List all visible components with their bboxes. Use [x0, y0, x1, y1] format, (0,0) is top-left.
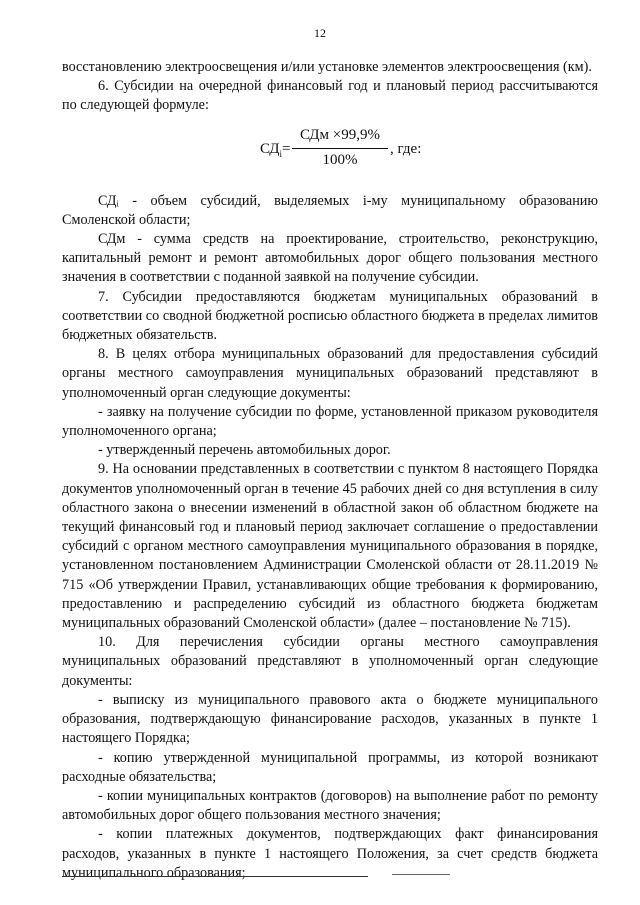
list-item-program-copy: - копию утвержденной муниципальной программы, из которой возникают расходные обязательства; [62, 749, 598, 785]
list-item-budget-extract: - выписку из муниципального правового акта о бюджете муниципального образования, подтверждающую финансирование расходов, указанных в пункте 1 настоящего Порядка; [62, 691, 598, 747]
paragraph-item-9: 9. На основании представленных в соответствии с пунктом 8 настоящего Порядка документов уполномоченный орган в течение 45 рабочих дней со дня вступления в силу областного закона о внесении изменений в областной закон об областном бюджете на текущий финансовый год и плановый период заключает соглашение о предоставлении субсидий с органом местного самоуправления муниципального образования в порядке, установленном постановлением Администрации Смоленской области от 28.11.2019 № 715 «Об утверждении Правил, устанавливающих общие требования к формированию, предоставлению и распределению субсидий из областного бюджета бюджетам муниципальных образований Смоленской области» (далее – постановление № 715). [62, 461, 598, 632]
paragraph-item-6: 6. Субсидии на очередной финансовый год и плановый период рассчитываются по следующей формуле: [62, 78, 598, 114]
definition-sdm: СДм - сумма средств на проектирование, строительство, реконструкцию, капитальный ремонт и ремонт автомобильных дорог общего пользования местного значения в соответствии с поданной заявкой на получение субсидии. [62, 231, 598, 286]
definition-sdi: СДᵢ - объем субсидий, выделяемых i-му муниципальному образованию Смоленской области; [62, 192, 598, 228]
page-number: 12 [314, 26, 326, 40]
document-body [62, 58, 598, 883]
list-item-road-list: - утвержденный перечень автомобильных дорог. [98, 442, 391, 459]
footer-rule [62, 876, 368, 877]
paragraph-item-7: 7. Субсидии предоставляются бюджетам муниципальных образований в соответствии со сводной бюджетной росписью областного бюджета в пределах лимитов бюджетных обязательств. [62, 288, 598, 344]
subsidy-formula [62, 124, 598, 176]
formula-lhs: $СД_i=$ [260, 140, 291, 159]
formula-numerator: СДм ×99,9% [292, 126, 388, 149]
formula-fraction [292, 126, 388, 170]
paragraph-continuation: восстановлению электроосвещения и/или установке элементов электроосвещения (км). [62, 59, 592, 75]
formula-tail: , где: [390, 140, 422, 157]
footer-rule-short [392, 874, 450, 875]
list-item-payment-documents: - копии платежных документов, подтверждающих факт финансирования расходов, указанных в пункте 1 настоящего Положения, за счет средств бюджета муниципального образования; [62, 826, 598, 881]
paragraph-item-10: 10. Для перечисления субсидии органы местного самоуправления муниципальных образований представляют в уполномоченный орган следующие документы: [62, 634, 598, 689]
list-item-contract-copies: - копии муниципальных контрактов (договоров) на выполнение работ по ремонту автомобильных дорог общего пользования местного значения; [62, 787, 598, 824]
list-item-application: - заявку на получение субсидии по форме, установленной приказом руководителя уполномоченного органа; [62, 403, 598, 440]
formula-denominator: 100% [322, 151, 358, 168]
paragraph-item-8: 8. В целях отбора муниципальных образований для предоставления субсидий органы местного самоуправления муниципальных образований представляют в уполномоченный орган следующие документы: [62, 346, 598, 401]
